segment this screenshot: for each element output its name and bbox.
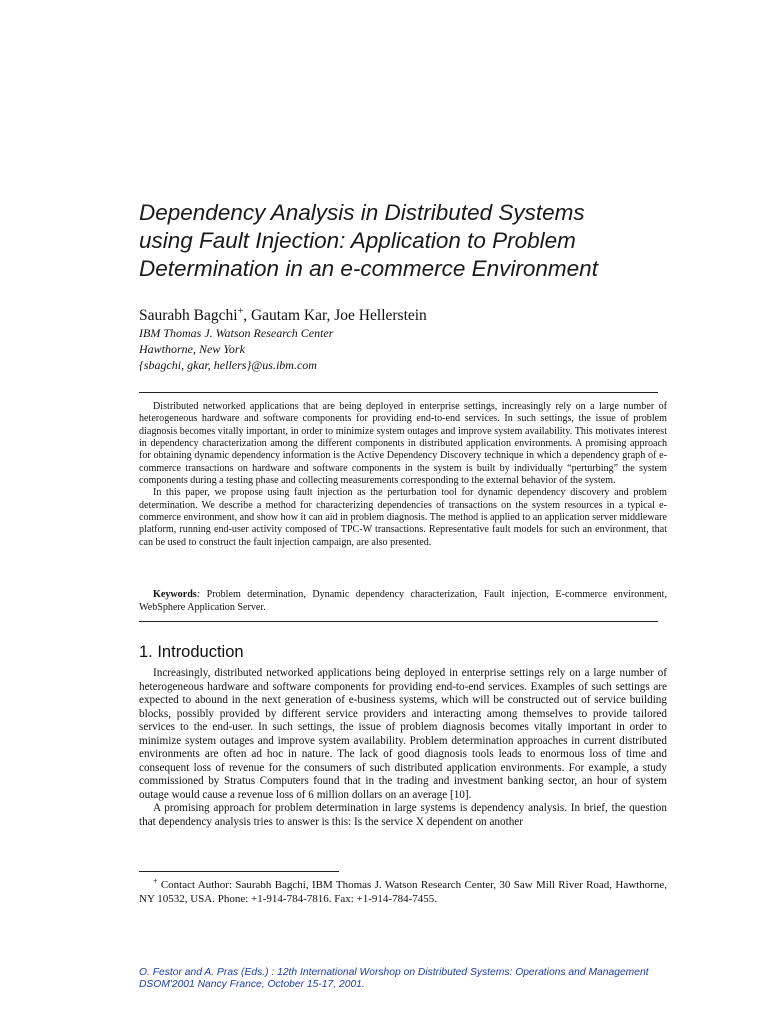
abstract-top-rule [139, 392, 658, 393]
paper-title [139, 199, 739, 283]
affiliation-institution: IBM Thomas J. Watson Research Center [139, 326, 334, 340]
abstract-paragraph-2: In this paper, we propose using fault injection as the perturbation tool for dynamic dependency discovery and problem determination. We describe a method for characterizing dependencies of transactions on the system resources in a typical e-commerce environment, and show how it can aid in problem diagnosis. The method is applied to an application server middleware platform, running end-user activity composed of TPC-W transactions. Representative fault models for such an environment, that can be used to construct the fault injection campaign, are also presented. [139, 487, 667, 548]
contact-author-mark: + [237, 305, 244, 317]
title-line-2: using Fault Injection: Application to Problem [139, 228, 576, 253]
intro-paragraph-1: Increasingly, distributed networked applications being deployed in enterprise settings rely on a large number of heterogeneous hardware and software components for providing end-to-end services. Examples of such settings are expected to abound in the next generation of e-business systems, which will be constructed out of service building blocks, possibly provided by different service providers and interacting among themselves to provide tailored services to the end-user. In such settings, the issue of problem diagnosis becomes vitally important in order to minimize system outages and improve system availability. Problem determination approaches in current distributed environments are often ad hoc in nature. The lack of good diagnosis tools leads to enormous loss of time and consequent loss of revenue for the consumers of such distributed application environments. For example, a study commissioned by Stratus Computers found that in the trading and investment banking sector, an hour of system outage would cause a revenue loss of 6 million dollars on an average [10]. [139, 667, 667, 801]
affiliation-emails: {sbagchi, gkar, hellers}@us.ibm.com [139, 358, 317, 372]
publication-footer-line-1: O. Festor and A. Pras (Eds.) : 12th International Worshop on Distributed Systems: Operations and Management [139, 967, 649, 978]
abstract [139, 401, 667, 549]
keywords-label: Keywords [153, 589, 197, 600]
abstract-paragraph-1: Distributed networked applications that are being deployed in enterprise settings, increasingly rely on a large number of heterogeneous hardware and software components for providing end-to-end services. In such settings, the issue of problem diagnosis becomes vitally important, in order to minimize system outages and improve system availability. This motivates interest in dependency characterization among the different components in distributed application environments. A promising approach for obtaining dynamic dependency information is the Active Dependency Discovery technique in which a dependency graph of e-commerce transactions on hardware and software components in the system is built by individually “perturbing” the system components during a testing phase and collecting measurements corresponding to the external behavior of the system. [139, 401, 667, 487]
title-line-1: Dependency Analysis in Distributed Systems [139, 200, 585, 225]
section-heading-introduction: 1. Introduction [139, 643, 244, 661]
footnote-rule [139, 871, 339, 872]
footnote-text: Contact Author: Saurabh Bagchi, IBM Thomas J. Watson Research Center, 30 Saw Mill River Road, Hawthorne, NY 10532, USA. Phone: +1-914-784-7816. Fax: +1-914-784-7455. [139, 879, 667, 905]
keywords-block [139, 588, 667, 614]
publication-footer-line-2: DSOM'2001 Nancy France, October 15-17, 2001. [139, 979, 365, 990]
footnote-mark: + [153, 876, 158, 886]
author-first: Saurabh Bagchi [139, 307, 238, 324]
intro-paragraph-2: A promising approach for problem determination in large systems is dependency analysis. In brief, the question that dependency analysis tries to answer is this: Is the service X dependent on another [139, 802, 667, 828]
author-list [139, 306, 739, 326]
author-others: , Gautam Kar, Joe Hellerstein [243, 307, 427, 324]
keywords-colon: : [196, 589, 201, 600]
keywords-text: Problem determination, Dynamic dependency characterization, Fault injection, E-commerce environment, WebSphere Application Server. [139, 589, 667, 613]
publication-footer [139, 967, 759, 991]
introduction-body [139, 667, 667, 829]
title-line-3: Determination in an e-commerce Environment [139, 256, 598, 281]
abstract-bottom-rule [139, 621, 658, 622]
affiliation-block [139, 325, 333, 373]
affiliation-location: Hawthorne, New York [139, 342, 245, 356]
footnote [139, 878, 667, 906]
